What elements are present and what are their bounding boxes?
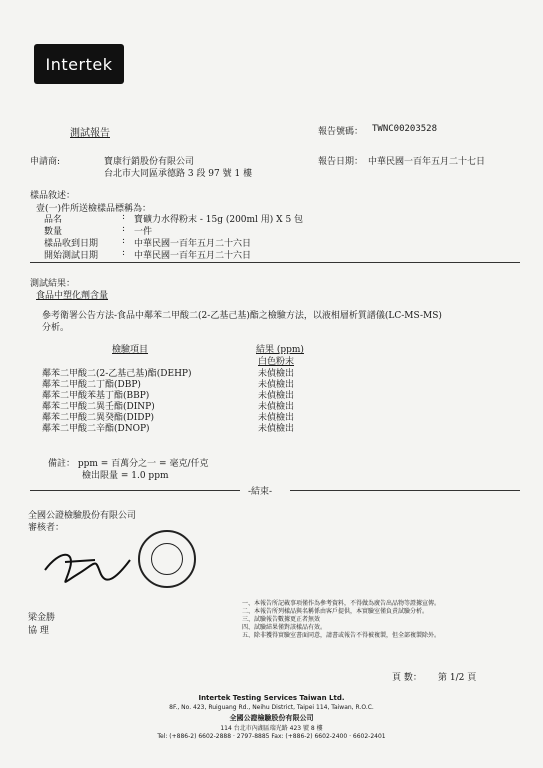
signer-name: 梁金勝 — [28, 613, 56, 623]
test-item-result: 未偵檢出 — [258, 402, 295, 412]
page-label: 頁 數： — [392, 673, 422, 683]
applicant-address: 台北市大同區承德路 3 段 97 號 1 樓 — [104, 169, 253, 179]
test-item-result: 未偵檢出 — [258, 391, 295, 401]
sample-row-value: 中華民國一百年五月二十六日 — [134, 251, 252, 261]
note-item: 二、本報告所列樣品與名稱係由客戶提供，本實驗室僅負責試驗分析。 — [242, 608, 429, 615]
report-no-label: 報告號碼： — [318, 127, 364, 137]
sample-row-label: 樣品收到日期 — [44, 239, 99, 249]
end-marker: -結束- — [248, 487, 273, 497]
method-text: 參考衛署公告方法-食品中鄰苯二甲酸二(2-乙基己基)酯之檢驗方法，以液相層析質譜儀(LC-MS-MS) — [42, 311, 442, 321]
sample-row-value: 一件 — [134, 227, 153, 237]
sample-row-label: 數量 — [44, 227, 63, 237]
sample-row-colon: : — [122, 248, 126, 258]
note-item: 一、本報告所記載事項僅作為參考資料，不得做為廣告出品物等證據宣傳。 — [242, 600, 441, 607]
item-header: 檢驗項目 — [112, 345, 149, 355]
test-item-name: 鄰苯二甲酸二丁酯(DBP) — [42, 380, 141, 390]
sample-section-label: 樣品敘述： — [30, 191, 76, 201]
notes-list — [242, 600, 440, 640]
result-header: 結果 (ppm) — [256, 345, 304, 355]
report-title: 測試報告 — [70, 128, 110, 139]
note-item: 三、試驗報告數據更正者無效 — [242, 616, 321, 623]
sample-row-label: 開始測試日期 — [44, 251, 99, 261]
note-item: 四、試驗結果僅對該樣品有效。 — [242, 624, 327, 631]
test-item-result: 未偵檢出 — [258, 369, 295, 379]
signoff-company: 全國公證檢驗股份有限公司 — [28, 511, 137, 521]
test-item-result: 未偵檢出 — [258, 413, 295, 423]
reviewer-label: 審核者： — [28, 523, 65, 533]
sample-row-value: 寶礦力水得粉末 - 15g (200ml 用) X 5 包 — [134, 215, 304, 225]
signer-title: 協 理 — [28, 626, 49, 636]
divider — [30, 262, 520, 263]
report-date-label: 報告日期： — [318, 157, 364, 167]
remark-ppm: 備註： ppm = 百萬分之一 = 毫克/仟克 — [48, 459, 209, 469]
sample-row-value: 中華民國一百年五月二十六日 — [134, 239, 252, 249]
note-item: 五、除非獲得實驗室書面同意，請書或報告不得被複製，但全部複製除外。 — [242, 632, 441, 639]
sample-col-header: 白色粉末 — [258, 357, 295, 367]
test-item-result: 未偵檢出 — [258, 424, 295, 434]
page-number: 第 1/2 頁 — [438, 673, 477, 683]
sample-subtitle: 壹(一)件所送檢樣品標稱為： — [36, 204, 152, 214]
report-no: TWNC00203528 — [372, 124, 438, 134]
test-item-name: 鄰苯二甲酸二異癸酯(DIDP) — [42, 413, 155, 423]
signature — [40, 540, 140, 590]
sample-row-colon: : — [122, 224, 126, 234]
test-item-name: 鄰苯二甲酸二辛酯(DNOP) — [42, 424, 150, 434]
footer-address-en: 8F., No. 423, Ruiguang Rd., Neihu District, Taipei 114, Taiwan, R.O.C. — [169, 704, 374, 711]
test-item-name: 鄰苯二甲酸苯基丁酯(BBP) — [42, 391, 150, 401]
applicant-name: 寶康行銷股份有限公司 — [104, 157, 195, 167]
footer-company-zh: 全國公證檢驗股份有限公司 — [229, 714, 314, 722]
test-item-name: 鄰苯二甲酸二異壬酯(DINP) — [42, 402, 155, 412]
divider-right — [290, 490, 520, 491]
intertek-logo: Intertek — [34, 44, 124, 84]
official-seal-stamp — [138, 530, 196, 588]
sample-row-label: 品名 — [44, 215, 63, 225]
footer-address-zh: 114 台北市內湖區瑞光路 423 號 8 樓 — [220, 725, 323, 732]
results-subtitle: 食品中塑化劑含量 — [36, 291, 109, 301]
remark-limit: 檢出限量 = 1.0 ppm — [82, 471, 169, 481]
sample-row-colon: : — [122, 236, 126, 246]
report-date: 中華民國一百年五月二十七日 — [368, 157, 486, 167]
results-section-label: 測試結果： — [30, 279, 76, 289]
test-item-result: 未偵檢出 — [258, 380, 295, 390]
divider-left — [30, 490, 240, 491]
test-item-name: 鄰苯二甲酸二(2-乙基己基)酯(DEHP) — [42, 369, 192, 379]
sample-row-colon: : — [122, 212, 126, 222]
footer-contact: Tel: (+886-2) 6602-2888 · 2797-8885 Fax: (+886-2) 6602-2400 · 6602-2401 — [157, 733, 386, 740]
footer-company-en: Intertek Testing Services Taiwan Ltd. — [198, 694, 345, 702]
method-text-2: 分析。 — [42, 323, 70, 333]
applicant-label: 申請商: — [30, 157, 61, 167]
